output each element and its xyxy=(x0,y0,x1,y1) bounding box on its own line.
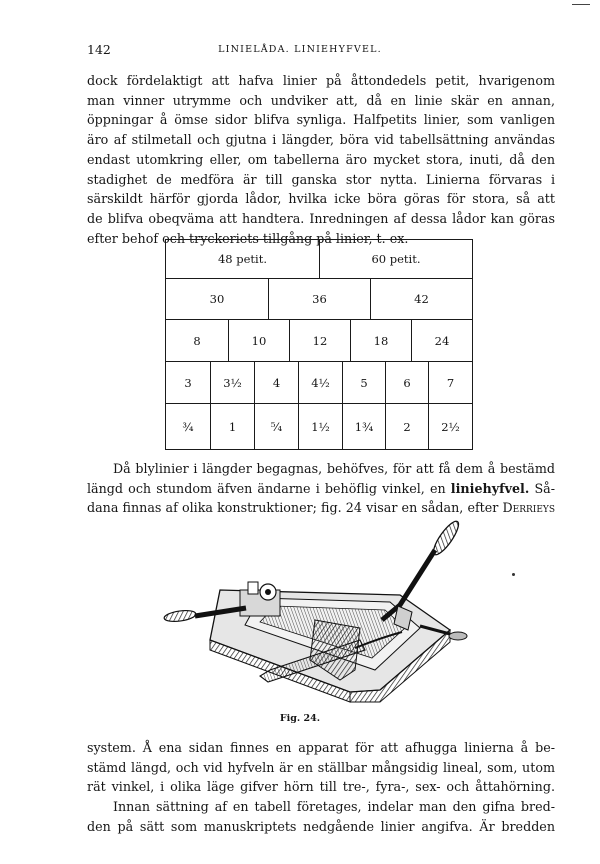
paragraph-line: system. Å ena sidan finnes en apparat för att afhugga linierna å be- xyxy=(87,740,555,755)
table-cell: 1 xyxy=(210,404,254,449)
paragraph-line: rät vinkel, i olika läge gifver hörn till tre-, fyra-, sex- och åttahörning. xyxy=(87,779,555,795)
table-row xyxy=(166,240,472,278)
paragraph-2 xyxy=(87,459,555,518)
paragraph-3 xyxy=(87,738,555,837)
table-cell: ¾ xyxy=(182,419,194,434)
name-derrieys: Derrieys xyxy=(502,500,555,516)
text-run: längd och stundom äfven ändarne i behöflig vinkel, en xyxy=(87,480,451,496)
paragraph-line: dock fördelaktigt att hafva linier på åttondedels petit, hvarigenom xyxy=(87,73,555,88)
table-cell: 36 xyxy=(268,279,370,319)
paragraph-line: öppningar å ömse sidor blifva synliga. Halfpetits linier, som vanligen xyxy=(87,112,555,128)
table-cell: 3½ xyxy=(210,362,254,403)
table-cell: 3 xyxy=(184,375,192,390)
table-cell: 42 xyxy=(370,279,472,319)
table-row xyxy=(166,361,472,403)
table-cell: 30 xyxy=(209,292,225,306)
page-corner-rule xyxy=(572,4,590,5)
table-cell: 1½ xyxy=(298,404,342,449)
line-case-table xyxy=(165,239,473,450)
table-row xyxy=(166,278,472,319)
paragraph-line: stadighet de medföra är till ganska stor nytta. Linierna förvaras i xyxy=(87,171,555,187)
table-cell: 2½ xyxy=(428,404,472,449)
paragraph-1 xyxy=(87,71,555,248)
paragraph-line: efter behof och tryckeriets tillgång på linier, t. ex. xyxy=(87,230,409,246)
table-cell: 48 petit. xyxy=(217,252,268,266)
text-run: dana finnas af olika konstruktioner; fig. 24 visar en sådan, efter xyxy=(87,500,503,516)
table-cell: 5 xyxy=(342,362,385,403)
speck xyxy=(512,573,515,576)
paragraph-line: särskildt härför gjorda lådor, hvilka icke böra göras för stora, så att xyxy=(87,191,555,207)
page-number: 142 xyxy=(87,42,111,57)
table-cell: 12 xyxy=(289,320,350,361)
paragraph-line: Innan sättning af en tabell företages, indelar man den gifna bred- xyxy=(113,799,555,815)
table-cell: 7 xyxy=(428,362,472,403)
table-cell: ⁵⁄₄ xyxy=(254,404,298,449)
table-cell: 10 xyxy=(228,320,289,361)
paragraph-line: den på sätt som manuskriptets nedgående linier angifva. Är bredden xyxy=(87,818,555,834)
paragraph-line: stämd längd, och vid hyfveln är en ställbar mångsidig lineal, som, utom xyxy=(87,759,555,775)
term-liniehyfvel: liniehyfvel. xyxy=(450,480,530,496)
figure-caption: Fig. 24. xyxy=(279,713,321,724)
table-row xyxy=(166,403,472,449)
paragraph-line: Då blylinier i längder begagnas, behöfves, för att få dem å bestämd xyxy=(113,461,555,476)
paragraph-line: endast utomkring eller, om tabellerna äro mycket stora, inuti, då den xyxy=(87,151,555,167)
paragraph-line: man vinner utrymme och undviker att, då en linie skär en annan, xyxy=(87,92,555,108)
table-cell: 1¾ xyxy=(342,404,385,449)
paragraph-line: de blifva obeqväma att handtera. Inredningen af dessa lådor kan göras xyxy=(87,210,555,226)
table-cell: 60 petit. xyxy=(319,240,472,278)
table-cell: 2 xyxy=(385,404,428,449)
line-plane-illustration xyxy=(150,520,470,710)
running-head: LINIELÅDA. LINIEHYFVEL. xyxy=(218,44,382,55)
table-row xyxy=(166,319,472,361)
table-cell: 18 xyxy=(350,320,411,361)
paragraph-line xyxy=(87,498,555,518)
text-run: Så- xyxy=(529,480,555,496)
table-cell: 4½ xyxy=(298,362,342,403)
paragraph-line xyxy=(87,479,555,499)
table-cell: 8 xyxy=(193,333,201,348)
table-cell: 6 xyxy=(385,362,428,403)
table-cell: 4 xyxy=(254,362,298,403)
paragraph-line: äro af stilmetall och gjutna i längder, böra vid tabellsättning användas xyxy=(87,132,555,148)
table-cell: 24 xyxy=(411,320,472,361)
